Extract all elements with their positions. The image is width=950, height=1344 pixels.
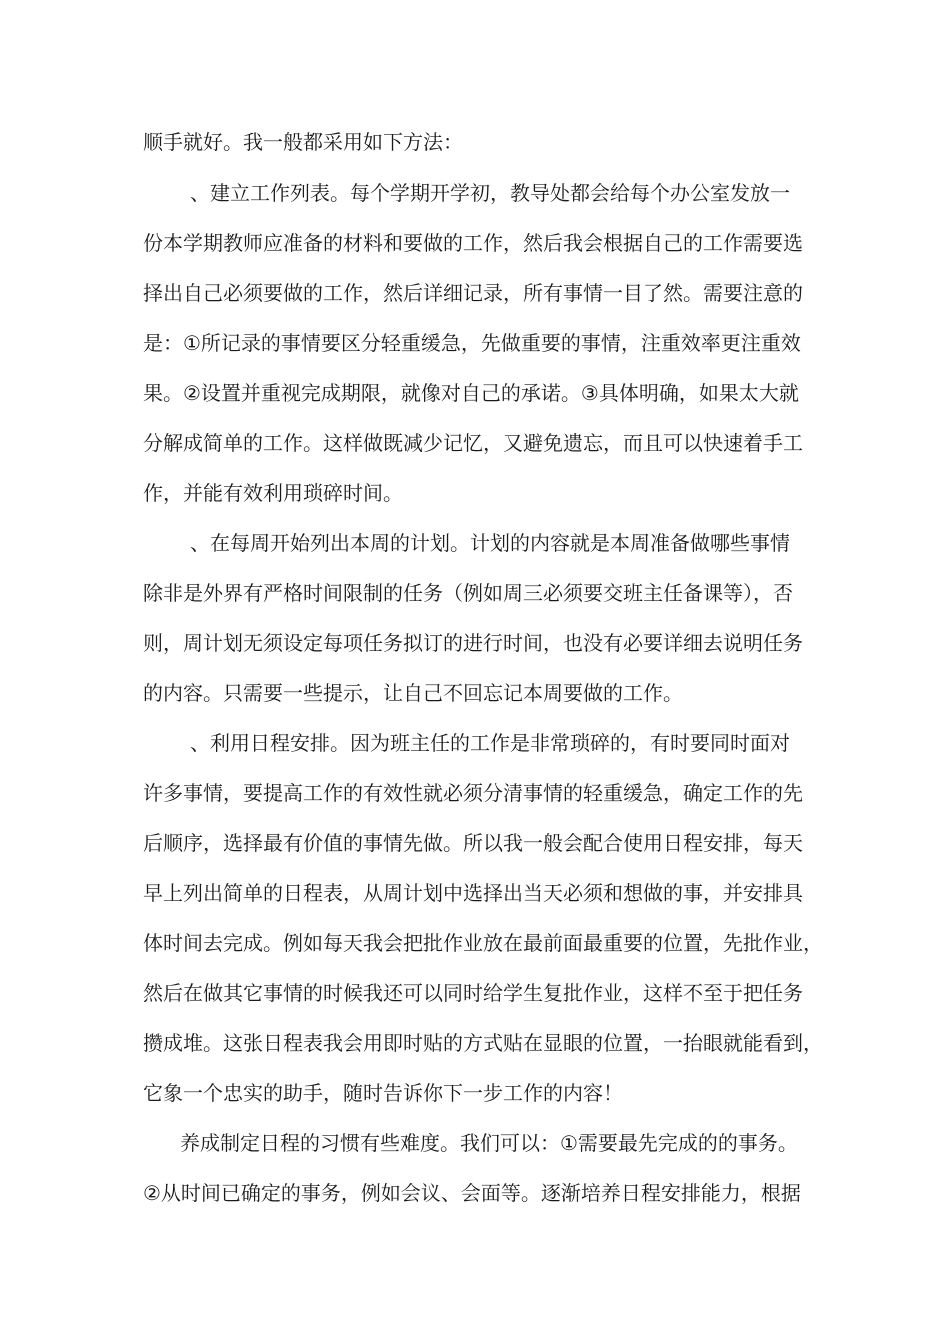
text-line: 、利用日程安排。因为班主任的工作是非常琐碎的，有时要同时面对 — [190, 731, 790, 755]
text-line: 它象一个忠实的助手，随时告诉你下一步工作的内容！ — [143, 1081, 623, 1105]
text-line: ②从时间已确定的事务，例如会议、会面等。逐渐培养日程安排能力，根据 — [143, 1181, 801, 1205]
text-line: 作，并能有效利用琐碎时间。 — [143, 481, 403, 505]
text-line: 早上列出简单的日程表，从周计划中选择出当天必须和想做的事，并安排具 — [143, 881, 803, 905]
text-line: 份本学期教师应准备的材料和要做的工作，然后我会根据自己的工作需要选 — [143, 231, 803, 255]
text-line: 果。②设置并重视完成期限，就像对自己的承诺。③具体明确，如果太大就 — [143, 381, 799, 405]
text-line: 则，周计划无须设定每项任务拟订的进行时间，也没有必要详细去说明任务 — [143, 631, 803, 655]
text-line: 攒成堆。这张日程表我会用即时贴的方式贴在显眼的位置，一抬眼就能看到， — [143, 1031, 823, 1055]
text-line: 后顺序，选择最有价值的事情先做。所以我一般会配合使用日程安排，每天 — [143, 831, 803, 855]
text-line: 然后在做其它事情的时候我还可以同时给学生复批作业，这样不至于把任务 — [143, 981, 803, 1005]
text-line: 除非是外界有严格时间限制的任务（例如周三必须要交班主任备课等），否 — [143, 581, 793, 605]
text-line: 择出自己必须要做的工作，然后详细记录，所有事情一目了然。需要注意的 — [143, 281, 803, 305]
text-line: 养成制定日程的习惯有些难度。我们可以：①需要最先完成的的事务。 — [180, 1131, 798, 1155]
text-line: 、在每周开始列出本周的计划。计划的内容就是本周准备做哪些事情 — [190, 531, 790, 555]
text-line: 的内容。只需要一些提示，让自己不回忘记本周要做的工作。 — [143, 681, 683, 705]
text-line: 许多事情，要提高工作的有效性就必须分清事情的轻重缓急，确定工作的先 — [143, 781, 803, 805]
text-line: 顺手就好。我一般都采用如下方法： — [143, 130, 463, 154]
text-line: 体时间去完成。例如每天我会把批作业放在最前面最重要的位置，先批作业， — [143, 931, 823, 955]
text-line: 、建立工作列表。每个学期开学初，教导处都会给每个办公室发放一 — [190, 181, 790, 205]
text-line: 分解成简单的工作。这样做既减少记忆，又避免遗忘，而且可以快速着手工 — [143, 431, 803, 455]
text-line: 是：①所记录的事情要区分轻重缓急，先做重要的事情，注重效率更注重效 — [143, 331, 801, 355]
